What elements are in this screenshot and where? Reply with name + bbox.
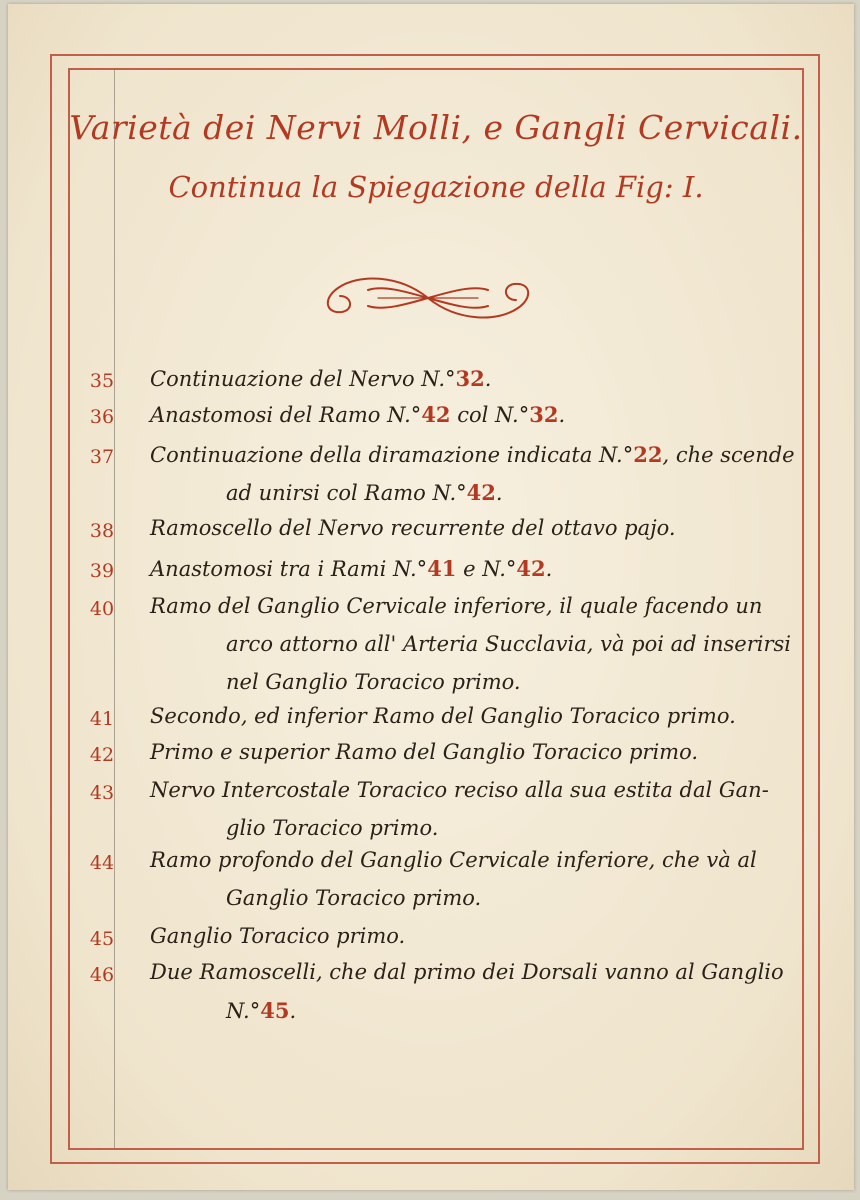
entry-text: Primo e superior Ramo del Ganglio Toracico primo. <box>150 740 699 764</box>
entry-line <box>150 924 405 948</box>
entry-text: Ramo del Ganglio Cervicale inferiore, il quale facendo un <box>150 594 763 618</box>
figure-reference: 32 <box>529 402 559 427</box>
entry-line <box>226 816 438 840</box>
entry-line <box>150 778 769 802</box>
entry-number: 45 <box>89 928 115 950</box>
entry-line <box>150 556 552 581</box>
entry-number: 43 <box>89 782 115 804</box>
entry-text: Secondo, ed inferior Ramo del Ganglio Toracico primo. <box>150 704 736 728</box>
entry-text: Nervo Intercostale Toracico reciso alla sua estita dal Gan- <box>150 778 769 802</box>
page-subtitle: Continua la Spiegazione della Fig: I. <box>168 170 704 204</box>
entry-line <box>150 442 795 467</box>
entry-line <box>150 402 565 427</box>
entry-text: Ganglio Toracico primo. <box>150 924 406 948</box>
entry-line <box>150 960 784 984</box>
entry-line <box>226 480 503 505</box>
entry-line <box>150 366 491 391</box>
entry-text: col N.° <box>450 403 530 427</box>
manuscript-page <box>8 4 854 1190</box>
entry-text: , che scende <box>662 443 795 467</box>
entry-line <box>150 516 676 540</box>
entry-number: 35 <box>89 370 115 392</box>
figure-reference: 42 <box>466 480 496 505</box>
figure-reference: 22 <box>633 442 663 467</box>
entry-text: . <box>495 481 503 505</box>
entry-text: Continuazione della diramazione indicata N.° <box>150 443 634 467</box>
entry-line <box>226 998 296 1023</box>
page-title: Varietà dei Nervi Molli, e Gangli Cervicali. <box>69 108 803 147</box>
entry-number: 37 <box>89 446 115 468</box>
entry-line <box>150 704 736 728</box>
entry-text: ad unirsi col Ramo N.° <box>226 481 467 505</box>
entry-number: 41 <box>89 708 115 730</box>
entry-text: Anastomosi del Ramo N.° <box>150 403 422 427</box>
figure-reference: 42 <box>516 556 546 581</box>
entry-number: 36 <box>89 406 115 428</box>
entry-text: N.° <box>226 999 261 1023</box>
entry-text: Continuazione del Nervo N.° <box>150 367 456 391</box>
figure-reference: 45 <box>260 998 290 1023</box>
entry-text: nel Ganglio Toracico primo. <box>226 670 521 694</box>
flourish-icon <box>308 266 548 330</box>
entry-text: Ramoscello del Nervo recurrente del ottavo pajo. <box>150 516 676 540</box>
figure-reference: 42 <box>421 402 451 427</box>
entry-number: 44 <box>89 852 115 874</box>
entry-number: 38 <box>89 520 115 542</box>
entry-text: glio Toracico primo. <box>226 816 439 840</box>
figure-reference: 41 <box>427 556 457 581</box>
entry-line <box>150 594 762 618</box>
entry-text: . <box>484 367 492 391</box>
entry-line <box>226 632 791 656</box>
entry-text: Ganglio Toracico primo. <box>226 886 482 910</box>
entry-line <box>150 740 698 764</box>
entry-line <box>150 848 757 872</box>
entry-number: 42 <box>89 744 115 766</box>
entry-text: Anastomosi tra i Rami N.° <box>150 557 428 581</box>
entry-line <box>226 886 481 910</box>
entry-line <box>226 670 521 694</box>
entry-number: 39 <box>89 560 115 582</box>
entry-text: . <box>558 403 566 427</box>
entry-number: 40 <box>89 598 115 620</box>
entry-text: Ramo profondo del Ganglio Cervicale inferiore, che và al <box>150 848 757 872</box>
entry-text: Due Ramoscelli, che dal primo dei Dorsali vanno al Ganglio <box>150 960 784 984</box>
entry-text: e N.° <box>456 557 517 581</box>
figure-reference: 32 <box>455 366 485 391</box>
entry-text: arco attorno all' Arteria Succlavia, và poi ad inserirsi <box>226 632 792 656</box>
entry-text: . <box>289 999 297 1023</box>
entry-text: . <box>545 557 553 581</box>
entry-number: 46 <box>89 964 115 986</box>
